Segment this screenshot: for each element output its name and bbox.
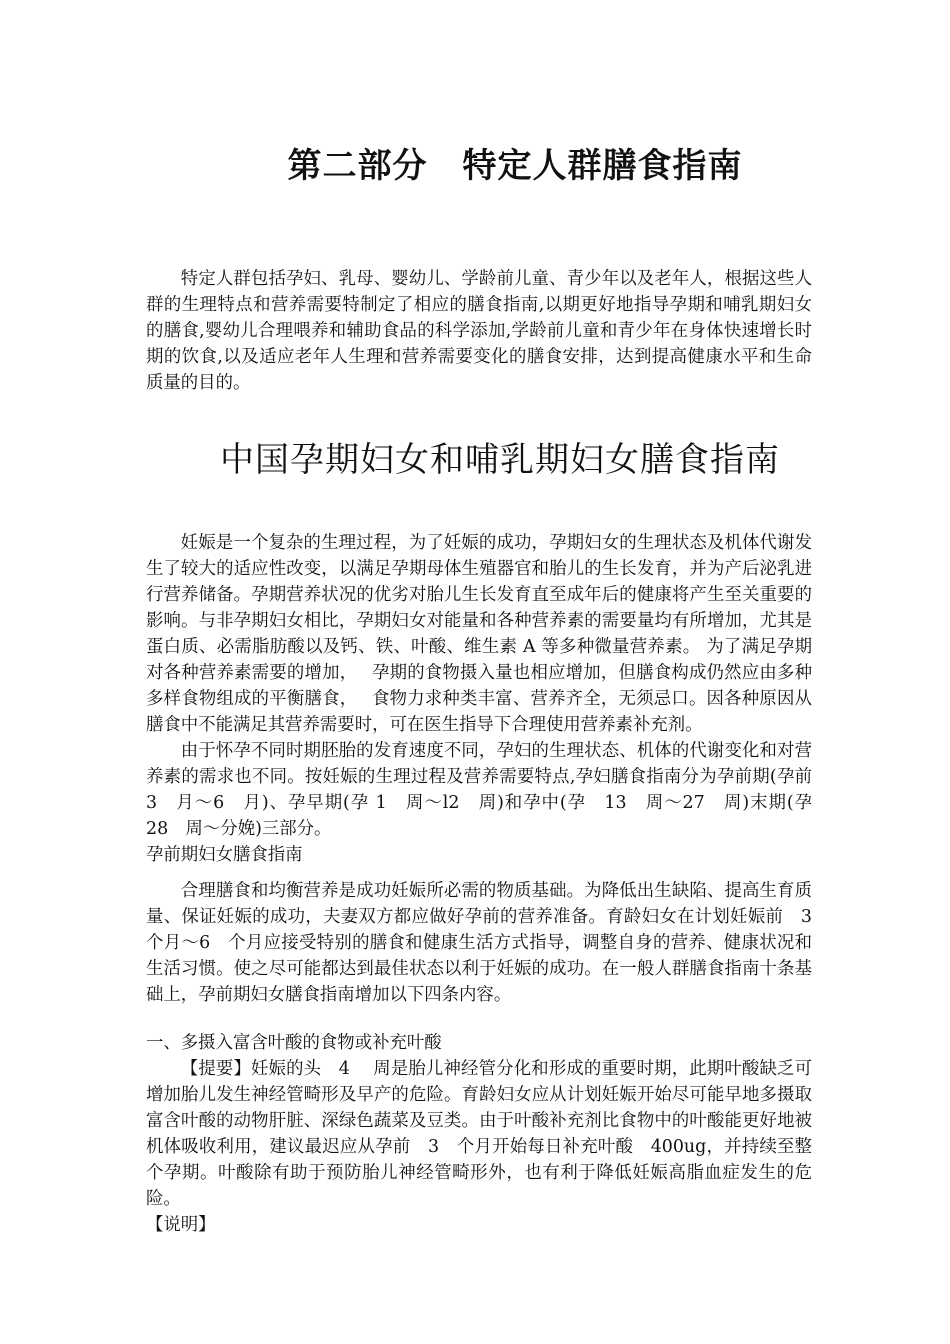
pregnancy-overview xyxy=(146,530,830,868)
note-label: 【说明】 xyxy=(146,1215,216,1235)
preconception-section xyxy=(146,878,830,1008)
item-1 xyxy=(146,1030,812,1238)
item-1-heading: 一、多摄入富含叶酸的食物或补充叶酸 xyxy=(146,1033,442,1053)
paragraph-1: 妊娠是一个复杂的生理过程，为了妊娠的成功，孕期妇女的生理状态及机体代谢发生了较大的适应性改变，以满足孕期母体生殖器官和胎儿的生长发育，并为产后泌乳进行营养储备。孕期营养状况的优劣对胎儿生长发育直至成年后的健康将产生至关重要的影响。与非孕期妇女相比，孕期妇女对能量和各种营养素的需要量均有所增加，尤其是蛋白质、必需脂肪酸以及钙、铁、叶酸、维生素 A 等多种微量营养素。 为了满足孕期对各种营养素需要的增加， 孕期的食物摄入量也相应增加，但膳食构成仍然应由多种多样食物组成的平衡膳食， 食物力求种类丰富、营养齐全，无须忌口。因各种原因从膳食中不能满足其营养需要时，可在医生指导下合理使用营养素补充剂。 xyxy=(146,533,812,735)
paragraph-3: 合理膳食和均衡营养是成功妊娠所必需的物质基础。为降低出生缺陷、提高生育质量、保证妊娠的成功，夫妻双方都应做好孕前的营养准备。育龄妇女在计划妊娠前 3 个月～6 个月应接受特别的膳食和健康生活方式指导，调整自身的营养、健康状况和生活习惯。使之尽可能都达到最佳状态以利于妊娠的成功。在一般人群膳食指南十条基础上，孕前期妇女膳食指南增加以下四条内容。 xyxy=(146,881,830,1005)
item-1-summary: 【提要】妊娠的头 4 周是胎儿神经管分化和形成的重要时期，此期叶酸缺乏可增加胎儿发生神经管畸形及早产的危险。育龄妇女应从计划妊娠开始尽可能早地多摄取富含叶酸的动物肝脏、深绿色蔬菜及豆类。由于叶酸补充剂比食物中的叶酸能更好地被机体吸收利用，建议最迟应从孕前 3 个月开始每日补充叶酸 400ug，并持续至整个孕期。叶酸除有助于预防胎儿神经管畸形外，也有利于降低妊娠高脂血症发生的危险。 xyxy=(146,1059,812,1209)
intro-paragraph: 特定人群包括孕妇、乳母、婴幼儿、学龄前儿童、青少年以及老年人，根据这些人群的生理特点和营养需要特制定了相应的膳食指南,以期更好地指导孕期和哺乳期妇女的膳食,婴幼儿合理喂养和辅助食品的科学添加,学龄前儿童和青少年在身体快速增长时期的饮食,以及适应老年人生理和营养需要变化的膳食安排，达到提高健康水平和生命质量的目的。 xyxy=(146,269,812,393)
subheading-preconception: 孕前期妇女膳食指南 xyxy=(146,845,303,865)
paragraph-2: 由于怀孕不同时期胚胎的发育速度不同，孕妇的生理状态、机体的代谢变化和对营养素的需求也不同。按妊娠的生理过程及营养需要特点,孕妇膳食指南分为孕前期(孕前 3 月～6 月)、孕早期(孕 1 周～l2 周)和孕中(孕 13 周～27 周)末期(孕 28 周～分娩)三部分。 xyxy=(146,741,830,839)
section-title: 中国孕期妇女和哺乳期妇女膳食指南 xyxy=(220,440,780,480)
part-title: 第二部分 特定人群膳食指南 xyxy=(287,146,743,186)
